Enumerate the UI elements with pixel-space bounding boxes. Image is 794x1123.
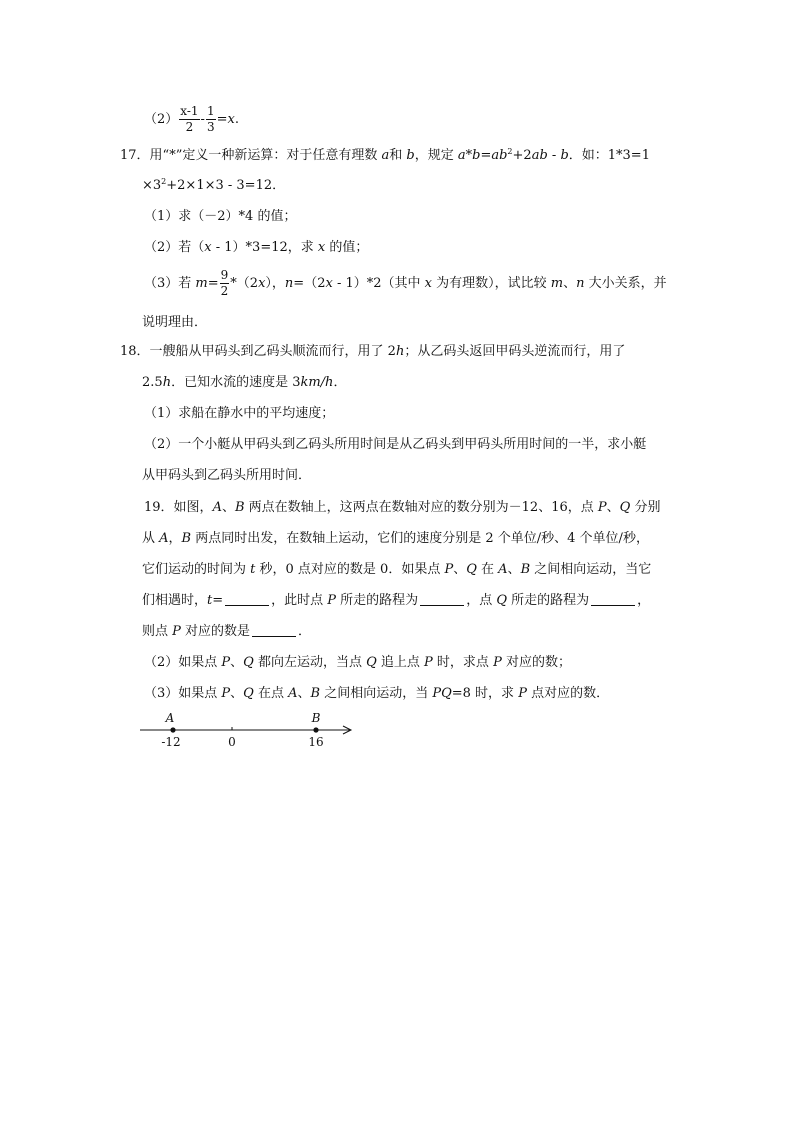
tick-label-origin: 0 [228, 735, 236, 749]
q19-line2: 从 A，B 两点同时出发，在数轴上运动，它们的速度分别是 2 个单位/秒、4 个单位/秒， [142, 531, 649, 546]
answer-blank[interactable] [252, 622, 296, 637]
q19-line1: 19．如图，A、B 两点在数轴上，这两点在数轴对应的数分别为－12、16，点 P、Q 分别 [144, 500, 661, 515]
answer-blank[interactable] [225, 591, 269, 606]
fraction: $\frac{1}{3}$ [206, 104, 215, 134]
answer-blank[interactable] [420, 591, 464, 606]
fraction: $\frac{x-1}{2}$ [180, 104, 199, 134]
point-a-dot [170, 727, 175, 732]
q17-part1: （1）求（－2）*4 的值； [144, 209, 297, 224]
q19-part3: （3）如果点 P、Q 在点 A、B 之间相向运动，当 PQ=8 时，求 P 点对应的数． [144, 686, 610, 701]
question-number: 19． [144, 500, 174, 515]
q17-line2: $\times 3^2+2\times 1\times 3 - 3=12$． [142, 177, 286, 193]
q17-line1: 17．用“*”定义一种新运算：对于任意有理数 a和 b，规定 $a*b=ab^2+2ab - b$．如：1*3=1 [120, 147, 650, 163]
q18-part2-line1: （2）一个小艇从甲码头到乙码头所用时间是从乙码头到甲码头所用时间的一半，求小艇 [144, 437, 647, 452]
q16-p2-label: （2） [144, 112, 179, 127]
question-number: 17． [120, 148, 150, 163]
answer-blank[interactable] [591, 591, 635, 606]
tick-label-a: -12 [161, 735, 181, 749]
point-a-label: A [165, 711, 175, 725]
point-b-label: B [311, 711, 321, 725]
q17-part2: （2）若（x - 1）*3=12，求 x 的值； [144, 240, 369, 255]
q18-line2: 2.5h．已知水流的速度是 3km/h． [142, 375, 347, 390]
tick-label-b: 16 [308, 735, 324, 749]
q19-line4: 们相遇时，t= ，此时点 P 所走的路程为 ，点 Q 所走的路程为 ， [142, 593, 651, 608]
q17-part3: （3）若 m= $\frac{9}{2}$ *（2x），n=（2x - 1）*2（其中 x 为有理数），试比较 m、n 大小关系，并 [144, 268, 667, 298]
q17-part3-line2: 说明理由． [142, 315, 208, 330]
point-b-dot [313, 727, 318, 732]
q16-part2: （2） $\frac{x-1}{2}$ - $\frac{1}{3}$ =x. [144, 104, 239, 134]
q18-part2-line2: 从甲码头到乙码头所用时间． [142, 468, 312, 483]
q18-part1: （1）求船在静水中的平均速度； [144, 406, 335, 421]
number-line-figure [130, 708, 370, 758]
q18-line1: 18．一艘船从甲码头到乙码头顺流而行，用了 2h；从乙码头返回甲码头逆流而行，用了 [120, 344, 626, 359]
q19-part2: （2）如果点 P、Q 都向左运动，当点 Q 追上点 P 时，求点 P 对应的数； [144, 655, 571, 670]
q19-line5: 则点 P 对应的数是 ． [142, 624, 312, 639]
fraction: $\frac{9}{2}$ [220, 268, 229, 298]
q19-line3: 它们运动的时间为 t 秒，0 点对应的数是 0．如果点 P、Q 在 A、B 之间相向运动，当它 [142, 562, 652, 577]
question-number: 18． [120, 344, 150, 359]
